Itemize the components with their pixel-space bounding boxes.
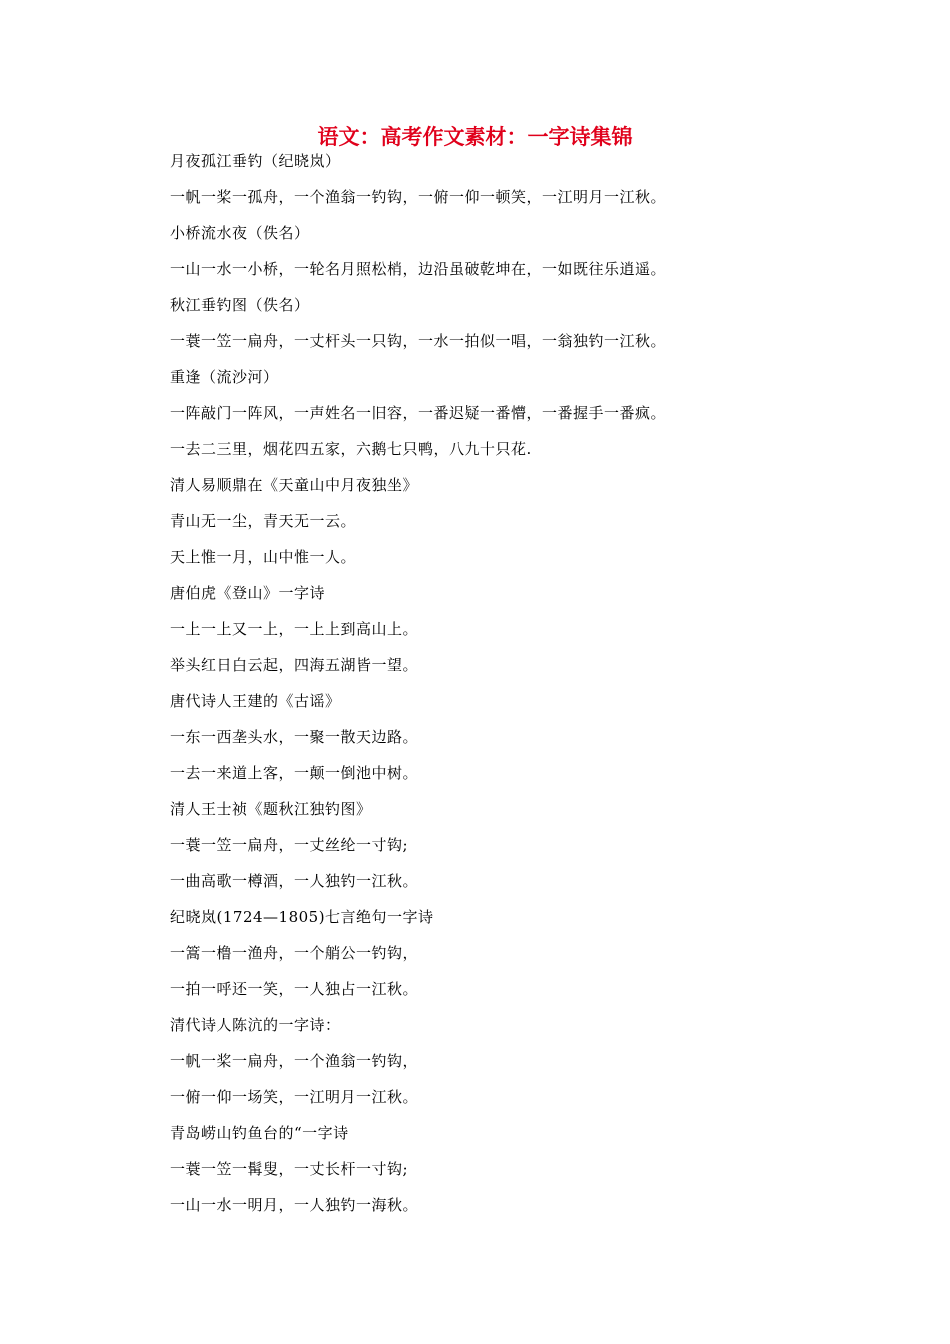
text-line: 月夜孤江垂钓（纪晓岚） — [170, 152, 341, 170]
text-line: 一曲高歌一樽酒，一人独钓一江秋。 — [170, 872, 419, 890]
text-line: 青山无一尘，青天无一云。 — [170, 512, 357, 530]
document-body — [170, 147, 890, 1227]
text-line: 天上惟一月，山中惟一人。 — [170, 548, 357, 566]
text-line: 一蓑一笠一扁舟，一丈丝纶一寸钩; — [170, 836, 409, 854]
document-title: 语文：高考作文素材：一字诗集锦 — [317, 125, 633, 149]
text-line: 一蓑一笠一髯叟，一丈长杆一寸钩; — [170, 1160, 409, 1178]
text-line: 一上一上又一上，一上上到高山上。 — [170, 620, 419, 638]
text-line: 清代诗人陈沆的一字诗： — [170, 1016, 341, 1034]
text-line: 一东一西垄头水，一聚一散天边路。 — [170, 728, 419, 746]
text-line: 重逢（流沙河） — [170, 368, 279, 386]
text-line: 唐伯虎《登山》一字诗 — [170, 584, 326, 602]
text-line: 一去二三里，烟花四五家，六鹅七只鸭，八九十只花. — [170, 440, 532, 458]
text-line: 举头红日白云起，四海五湖皆一望。 — [170, 656, 419, 674]
text-line: 清人王士祯《题秋江独钓图》 — [170, 800, 372, 818]
text-line: 一拍一呼还一笑，一人独占一江秋。 — [170, 980, 419, 998]
text-line: 纪晓岚(1724—1805)七言绝句一字诗 — [170, 908, 434, 926]
text-line: 清人易顺鼎在《天童山中月夜独坐》 — [170, 476, 419, 494]
text-line: 一阵敲门一阵风，一声姓名一旧容，一番迟疑一番懵，一番握手一番疯。 — [170, 404, 667, 422]
text-line: 一俯一仰一场笑，一江明月一江秋。 — [170, 1088, 419, 1106]
text-line: 唐代诗人王建的《古谣》 — [170, 692, 341, 710]
text-line: 一帆一桨一孤舟，一个渔翁一钓钩，一俯一仰一顿笑，一江明月一江秋。 — [170, 188, 667, 206]
text-line: 一蓑一笠一扁舟，一丈杆头一只钩，一水一拍似一唱，一翁独钓一江秋。 — [170, 332, 667, 350]
text-line: 一山一水一明月，一人独钓一海秋。 — [170, 1196, 419, 1214]
text-line: 一山一水一小桥，一轮名月照松梢，边沿虽破乾坤在，一如既往乐逍遥。 — [170, 260, 667, 278]
text-line: 一去一来道上客，一颠一倒池中树。 — [170, 764, 419, 782]
text-line: 一篙一橹一渔舟，一个艄公一钓钩， — [170, 944, 419, 962]
text-line: 秋江垂钓图（佚名） — [170, 296, 310, 314]
text-line: 一帆一桨一扁舟，一个渔翁一钓钩， — [170, 1052, 419, 1070]
text-line: 小桥流水夜（佚名） — [170, 224, 310, 242]
text-line: 青岛崂山钓鱼台的“一字诗 — [170, 1124, 349, 1142]
